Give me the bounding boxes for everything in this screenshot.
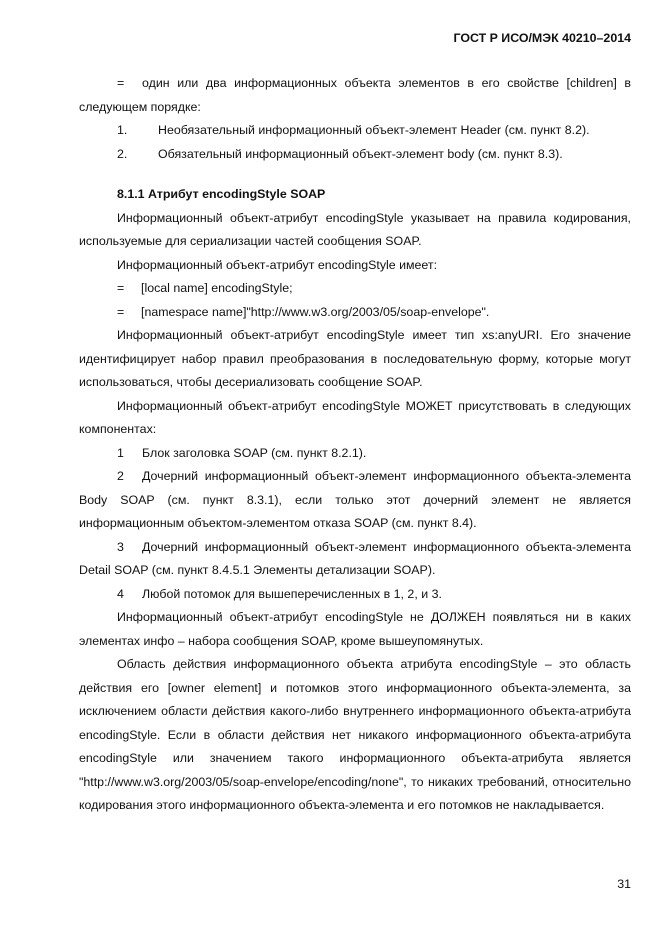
- property-text: [namespace name]"http://www.w3.org/2003/05/soap-envelope".: [141, 304, 490, 319]
- item-number: 2.: [117, 146, 128, 161]
- document-body: [79, 72, 631, 818]
- numbered-item: [79, 119, 631, 143]
- list-marker: =: [117, 304, 125, 319]
- property-text: [local name] encodingStyle;: [141, 281, 293, 295]
- list-item-text: один или два информационных объекта элементов в его свойстве [children] в следующем порядке:: [79, 76, 631, 114]
- section-heading: 8.1.1 Атрибут encodingStyle SOAP: [117, 187, 326, 201]
- property-item: [79, 277, 631, 301]
- list-marker: =: [117, 281, 125, 295]
- item-number: 3: [117, 539, 124, 554]
- paragraph: Информационный объект-атрибут encodingStyle имеет тип xs:anyURI. Его значение идентифицирует набор правил преобразования в последовательную форму, которые могут использоваться, чтобы десериализовать сообщение SOAP.: [79, 328, 631, 389]
- property-item: [79, 301, 631, 325]
- item-text: Обязательный информационный объект-элемент body (см. пункт 8.3).: [158, 146, 563, 161]
- item-text: Дочерний информационный объект-элемент информационного объекта-элемента Detail SOAP (см. пункт 8.4.5.1 Элементы детализации SOAP).: [79, 539, 631, 577]
- paragraph: Информационный объект-атрибут encodingStyle указывает на правила кодирования, используемые для сериализации частей сообщения SOAP.: [79, 210, 631, 248]
- item-number: 2: [117, 469, 124, 483]
- paragraph: Информационный объект-атрибут encodingStyle МОЖЕТ присутствовать в следующих компонентах:: [79, 398, 631, 436]
- item-text: Необязательный информационный объект-элемент Header (см. пункт 8.2).: [158, 123, 590, 137]
- component-item: [79, 465, 631, 536]
- item-text: Любой потомок для вышеперечисленных в 1, 2, и 3.: [142, 586, 442, 601]
- item-number: 4: [117, 586, 124, 601]
- item-text: Блок заголовка SOAP (см. пункт 8.2.1).: [142, 445, 367, 460]
- paragraph: Информационный объект-атрибут encodingStyle не ДОЛЖЕН появляться ни в каких элементах инфо – набора сообщения SOAP, кроме вышеупомянутых.: [79, 610, 631, 648]
- page-number: 31: [617, 877, 631, 891]
- list-marker: =: [117, 76, 125, 90]
- component-item: [79, 536, 631, 583]
- component-item: [79, 442, 631, 466]
- item-number: 1: [117, 445, 124, 460]
- paragraph: Информационный объект-атрибут encodingStyle имеет:: [117, 257, 438, 272]
- item-number: 1.: [117, 123, 128, 137]
- item-text: Дочерний информационный объект-элемент информационного объекта-элемента Body SOAP (см. пункт 8.3.1), если только этот дочерний элемент не является информационным объектом-элементом отказа SOAP (см. пункт 8.4).: [79, 469, 631, 530]
- paragraph: Область действия информационного объекта атрибута encodingStyle – это область действия его [owner element] и потомков этого информационного объекта-элемента, за исключением области действия какого-либо внутреннего информационного объекта-атрибута encodingStyle. Если в области действия нет никакого информационного объекта-атрибута encodingStyle или значением такого информационного объекта-атрибута является "http://www.w3.org/2003/05/soap-envelope/encoding/none", то никаких требований, относительно кодирования этого информационного объекта-элемента и его потомков не накладывается.: [79, 657, 631, 812]
- children-list-item: [79, 72, 631, 119]
- standard-header: ГОСТ Р ИСО/МЭК 40210–2014: [453, 31, 631, 45]
- section-spacer: [79, 166, 631, 183]
- component-item: [79, 583, 631, 607]
- numbered-item: [79, 143, 631, 167]
